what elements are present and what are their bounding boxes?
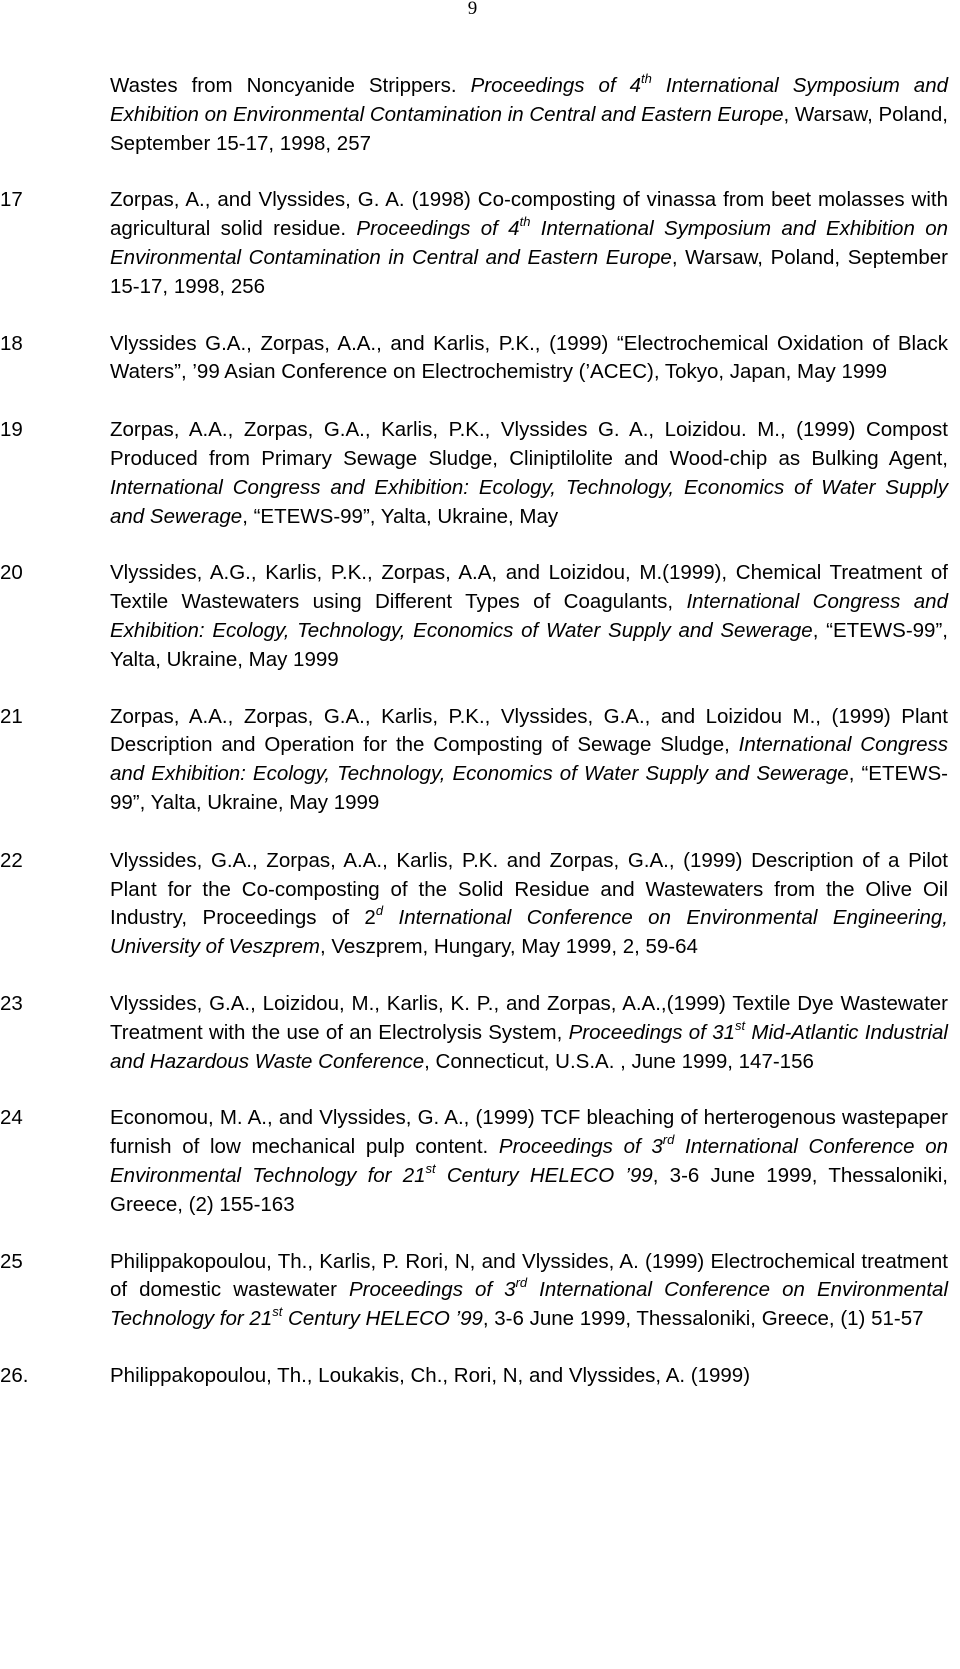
reference-item-19 (0, 416, 960, 531)
citation-text: Vlyssides G.A., Zorpas, A.A., and Karlis, P.K., (1999) “Electrochemical Oxidation of Black Waters”, ’99 Asian Conference on Electrochemistry (’ACEC), Tokyo, Japan, May 1999 (110, 331, 948, 384)
reference-text (110, 559, 948, 674)
reference-text (110, 186, 948, 301)
citation-text: , “ETEWS-99”, Yalta, Ukraine, May 1999 (110, 762, 949, 814)
italic-title: Proceedings of 4 (470, 74, 642, 97)
italic-title: International Congress and Exhibition: Ecology, Technology, Economics of Water Supply and Sewerage (110, 590, 948, 642)
superscript: st (425, 1160, 436, 1176)
italic-title: International Congress and Exhibition: Ecology, Technology, Economics of Water Supply and Sewerage (110, 733, 949, 786)
reference-text (110, 330, 948, 388)
superscript: d (375, 903, 384, 919)
reference-number: 20 (0, 561, 23, 585)
reference-item-26 (0, 1362, 960, 1391)
italic-title: International Conference on Environmental Engineering, University of Veszprem (110, 906, 948, 959)
italic-title: Proceedings of 3 (498, 1135, 663, 1159)
citation-text: , 3-6 June 1999, Thessaloniki, Greece, (1) 51-57 (482, 1307, 924, 1331)
reference-text (110, 1104, 948, 1219)
citation-text: , Veszprem, Hungary, May 1999, 2, 59-64 (320, 935, 698, 959)
citation-text: Vlyssides, G.A., Loizidou, M., Karlis, K. P., and Zorpas, A.A.,(1999) Textile Dye Wastewater Treatment with the use of an Electrolysis System, (110, 991, 948, 1044)
citation-text: Vlyssides, A.G., Karlis, P.K., Zorpas, A.A, and Loizidou, M.(1999), Chemical Treatment of Textile Wastewaters using Different Types of Coagulants, (110, 561, 948, 614)
italic-title: International Conference on Environmental Technology for 21 (110, 1135, 949, 1187)
reference-number: 22 (0, 848, 23, 872)
citation-text: Philippakopoulou, Th., Karlis, P. Rori, N, and Vlyssides, A. (1999) Electrochemical treatment of domestic wastewater (110, 1249, 948, 1302)
reference-item-22 (0, 847, 960, 962)
reference-number: 18 (0, 331, 23, 355)
page-number: 9 (467, 0, 478, 19)
reference-item-continued (0, 72, 960, 158)
reference-number: 17 (0, 188, 23, 212)
reference-number: 26. (0, 1363, 29, 1387)
superscript: th (519, 214, 531, 230)
italic-title: Century HELECO ’99 (282, 1307, 483, 1331)
citation-text: Economou, M. A., and Vlyssides, G. A., (1999) TCF bleaching of herterogenous wastepaper furnish of low mechanical pulp content. (110, 1106, 948, 1159)
superscript: st (735, 1017, 746, 1033)
superscript: th (641, 71, 652, 86)
reference-number: 24 (0, 1106, 23, 1130)
italic-title: International Conference on Environmental Technology for 21 (110, 1278, 948, 1331)
superscript: rd (515, 1275, 528, 1291)
italic-title: Century HELECO ’99 (435, 1163, 653, 1187)
citation-text: Vlyssides, G.A., Zorpas, A.A., Karlis, P.K. and Zorpas, G.A., (1999) Description of a Pilot Plant for the Co-composting of the Solid Residue and Wastewaters from the Olive Oil Industry, Proceedings of 2 (110, 848, 948, 930)
reference-item-18 (0, 330, 960, 388)
reference-item-21 (0, 703, 960, 818)
citation-text: Zorpas, A.A., Zorpas, G.A., Karlis, P.K., Vlyssides G. A., Loizidou. M., (1999) Compost Produced from Primary Sewage Sludge, Cliniptilolite and Wood-chip as Bulking Agent, (110, 418, 948, 470)
reference-text (110, 416, 948, 531)
reference-text (110, 1362, 948, 1391)
reference-item-20 (0, 559, 960, 674)
reference-item-23 (0, 990, 960, 1076)
citation-text: , Warsaw, Poland, September 15-17, 1998, 256 (110, 245, 948, 298)
italic-title: Proceedings of 3 (348, 1278, 516, 1302)
italic-title: International Congress and Exhibition: Ecology, Technology, Economics of Water Supply and Sewerage (110, 475, 948, 528)
italic-title: Mid-Atlantic Industrial and Hazardous Waste Conference (110, 1020, 948, 1073)
reference-text (110, 72, 948, 158)
reference-text (110, 990, 948, 1076)
italic-title: International Symposium and Exhibition on Environmental Contamination in Central and Eastern Europe (110, 74, 949, 126)
citation-text: , “ETEWS-99”, Yalta, Ukraine, May (242, 504, 559, 528)
citation-text: , “ETEWS-99”, Yalta, Ukraine, May 1999 (110, 618, 948, 671)
reference-number: 23 (0, 991, 23, 1015)
reference-text (110, 703, 948, 818)
citation-text: Zorpas, A.A., Zorpas, G.A., Karlis, P.K., Vlyssides, G.A., and Loizidou M., (1999) Plant Description and Operation for the Composting of Sewage Sludge, (110, 704, 948, 757)
superscript: rd (662, 1132, 675, 1148)
reference-number: 19 (0, 418, 23, 442)
citation-text: , 3-6 June 1999, Thessaloniki, Greece, (2) 155-163 (110, 1163, 948, 1216)
citation-text: Philippakopoulou, Th., Loukakis, Ch., Rori, N, and Vlyssides, A. (1999) (110, 1363, 751, 1387)
reference-item-25 (0, 1248, 960, 1334)
citation-text: , Connecticut, U.S.A. , June 1999, 147-156 (424, 1049, 814, 1073)
reference-item-17 (0, 186, 960, 301)
reference-item-24 (0, 1104, 960, 1219)
citation-text: Wastes from Noncyanide Strippers. (110, 74, 471, 97)
reference-text (110, 1248, 948, 1334)
reference-number: 25 (0, 1249, 23, 1273)
italic-title: Proceedings of 31 (568, 1020, 735, 1044)
italic-title: International Symposium and Exhibition on Environmental Contamination in Central and Eastern Europe (110, 217, 948, 269)
superscript: st (272, 1304, 283, 1320)
citation-text: Zorpas, A., and Vlyssides, G. A. (1998) Co-composting of vinassa from beet molasses with agricultural solid residue. (110, 188, 948, 241)
reference-number: 21 (0, 704, 23, 728)
citation-text: , Warsaw, Poland, September 15-17, 1998, 257 (110, 102, 948, 155)
italic-title: Proceedings of 4 (356, 217, 520, 241)
reference-text (110, 847, 948, 962)
reference-list (0, 72, 960, 1391)
